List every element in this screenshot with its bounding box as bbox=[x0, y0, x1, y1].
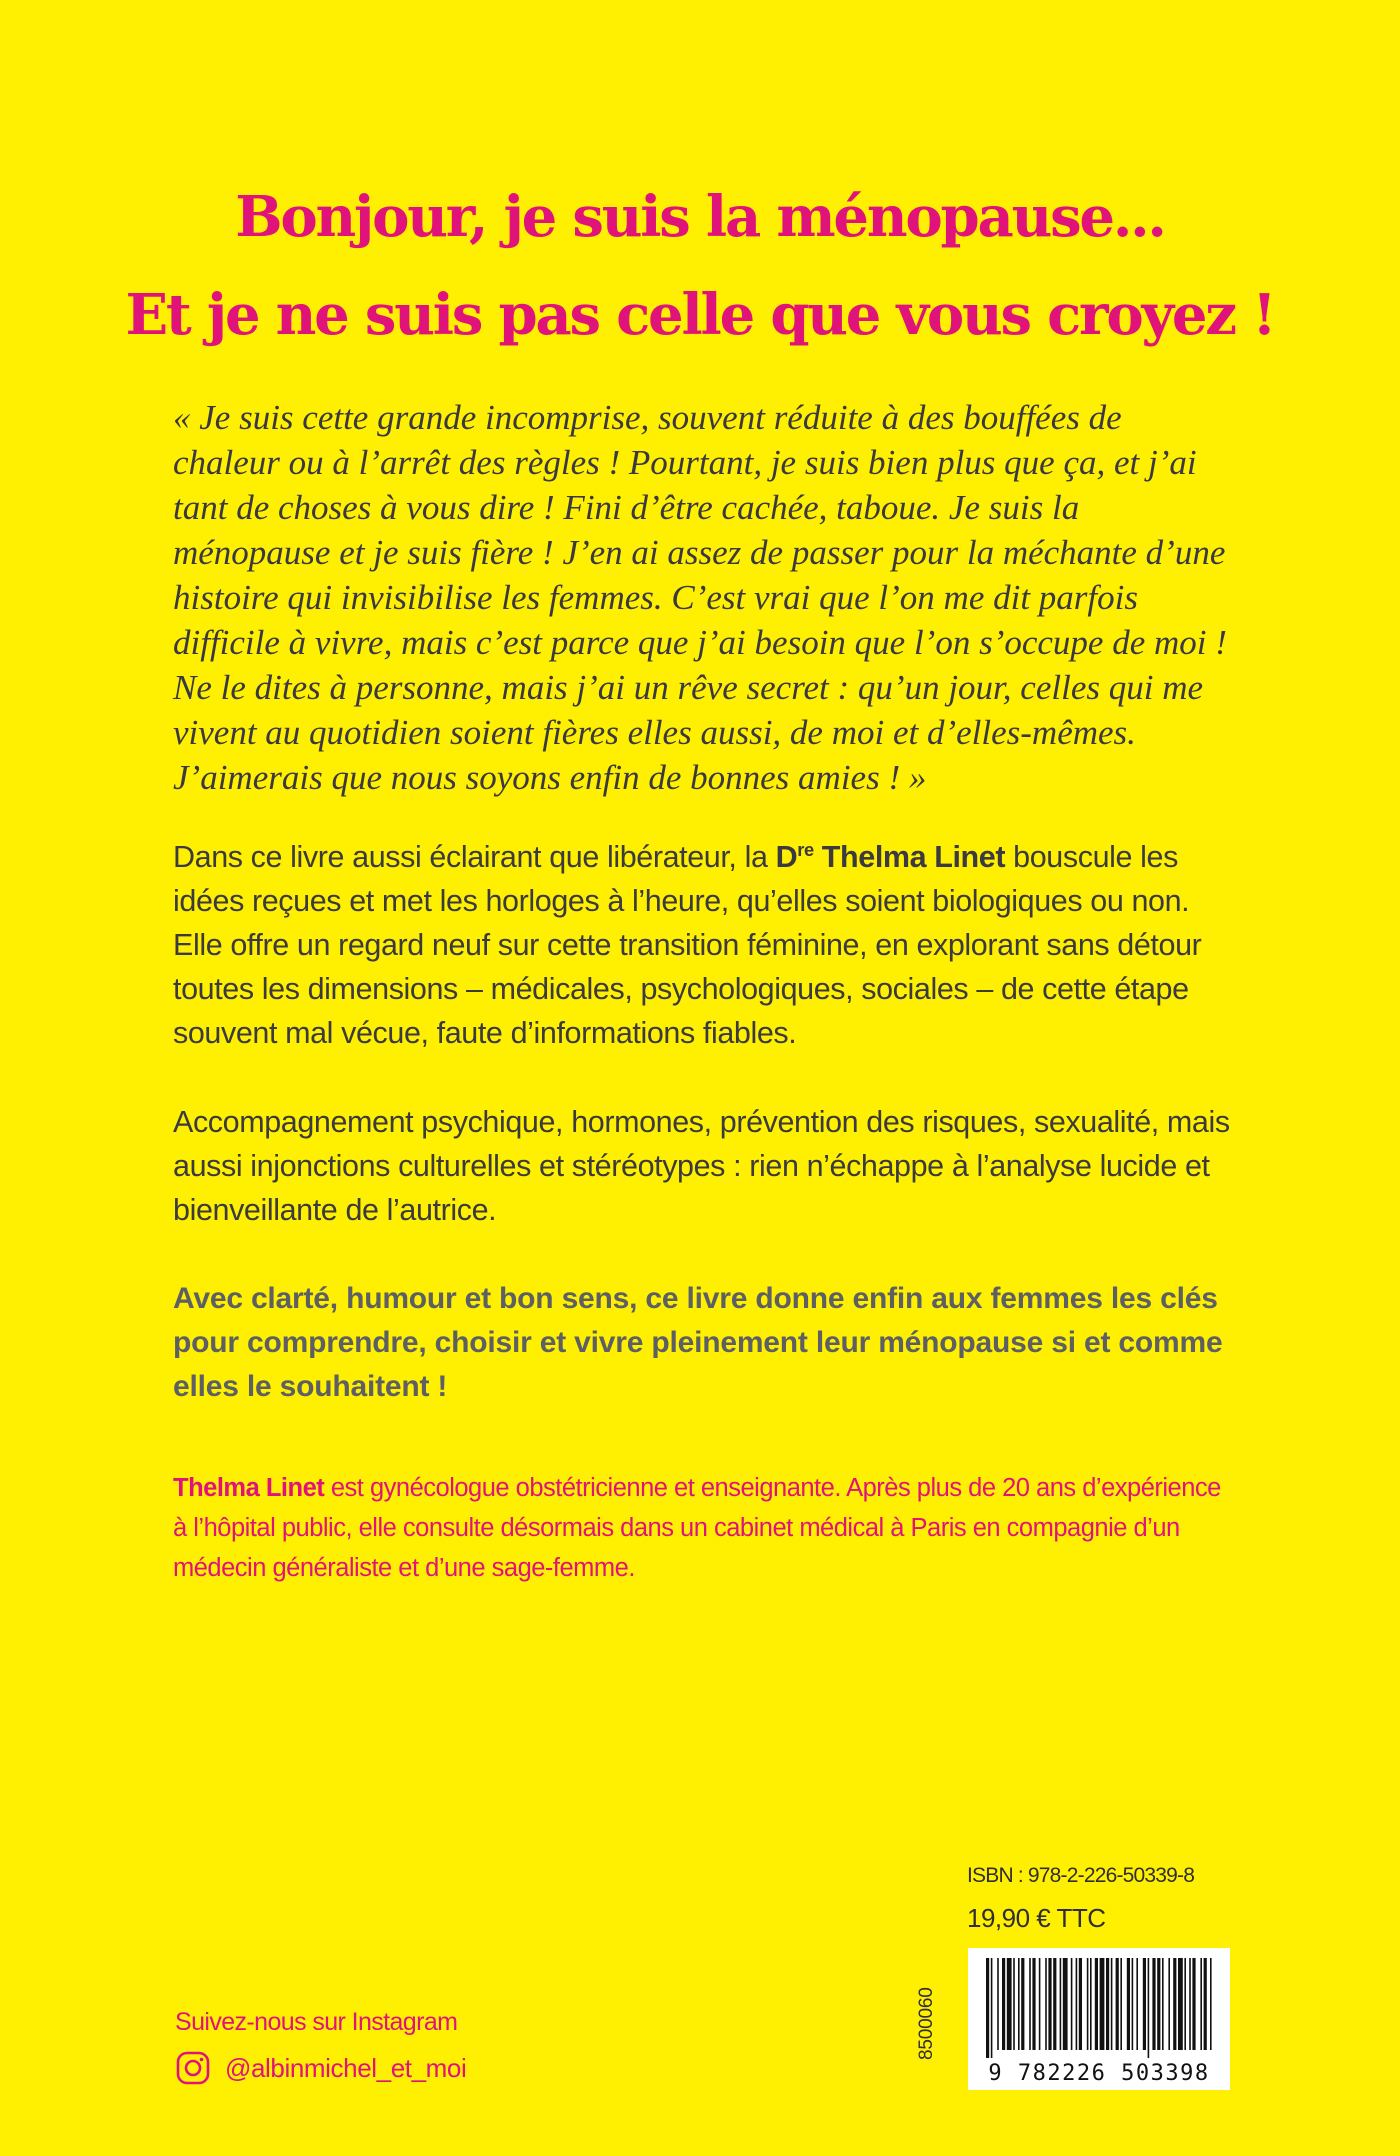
author-bio-text: est gynécologue obstétricienne et enseignante. Après plus de 20 ans d’expérience à l’hôpital public, elle consulte désormais dans un cabinet médical à Paris en compagnie d’un médecin généraliste et d’une sage-femme. bbox=[173, 1474, 1221, 1582]
barcode-bar bbox=[1079, 1958, 1082, 2050]
instagram-icon bbox=[175, 2050, 211, 2086]
description-paragraph-3: Avec clarté, humour et bon sens, ce livre donne enfin aux femmes les clés pour comprendre, choisir et vivre pleinement leur ménopause si et comme elles le souhaitent ! bbox=[173, 1282, 1223, 1403]
barcode-bar bbox=[1178, 1958, 1183, 2050]
barcode-bar bbox=[1200, 1958, 1202, 2050]
barcode-bar bbox=[1090, 1958, 1092, 2050]
barcode-bar bbox=[1095, 1958, 1098, 2050]
barcode-bar bbox=[991, 1958, 993, 2058]
barcode-bar bbox=[1048, 1958, 1051, 2050]
title-line-2: Et je ne suis pas celle que vous croyez ! bbox=[125, 282, 1275, 348]
barcode-bars bbox=[968, 1948, 1230, 2060]
barcode-bar bbox=[1032, 1958, 1035, 2050]
quote-paragraph: « Je suis cette grande incomprise, souvent réduite à des bouffées de chaleur ou à l’arrêt des règles ! Pourtant, je suis bien plus que ça, et j’ai tant de choses à vous dire ! Fini d’être cachée, taboue. Je suis la ménopause et je suis fière ! J’en ai assez de passer pour la méchante d’une histoire qui invisibilise les femmes. C’est vrai que l’on me dit parfois difficile à vivre, mais c’est parce que j’ai besoin que l’on s’occupe de moi ! Ne le dites à personne, mais j’ai un rêve secret : qu’un jour, celles qui me vivent au quotidien soient fières elles aussi, de moi et d’elles-mêmes. J’aimerais que nous soyons enfin de bonnes amies ! » bbox=[173, 398, 1227, 797]
barcode-bar bbox=[1007, 1958, 1012, 2050]
author-title-dr-superscript: re bbox=[797, 838, 814, 860]
barcode-bar bbox=[1157, 1958, 1160, 2050]
barcode-bar bbox=[1021, 1958, 1024, 2050]
barcode-bar bbox=[1060, 1958, 1062, 2050]
barcode-bar bbox=[1076, 1958, 1078, 2050]
author-bio-name: Thelma Linet bbox=[173, 1474, 325, 1502]
barcode-bar bbox=[1045, 1958, 1047, 2050]
barcode-bar bbox=[1204, 1958, 1207, 2050]
barcode-bar bbox=[1116, 1958, 1119, 2050]
barcode-bar bbox=[1087, 1958, 1089, 2050]
barcode-bar bbox=[1148, 1958, 1150, 2058]
author-name-bold: Thelma Linet bbox=[813, 840, 1006, 874]
barcode-bar bbox=[1127, 1958, 1130, 2050]
barcode-bar bbox=[1132, 1958, 1134, 2050]
barcode-bar bbox=[1063, 1958, 1068, 2050]
barcode-bar bbox=[1168, 1958, 1170, 2050]
barcode-bar bbox=[1100, 1958, 1105, 2050]
author-title-dr: D bbox=[775, 840, 798, 874]
barcode-bar bbox=[1184, 1958, 1186, 2050]
cover-title bbox=[100, 168, 1300, 364]
barcode-bar bbox=[997, 1958, 999, 2050]
barcode-bar bbox=[1210, 1958, 1212, 2050]
barcode-bar bbox=[1152, 1958, 1155, 2050]
title-line-1: Bonjour, je suis la ménopause... bbox=[235, 184, 1165, 250]
barcode-bar bbox=[1053, 1958, 1056, 2050]
barcode-bar bbox=[1013, 1958, 1015, 2050]
barcode-bar bbox=[1029, 1958, 1031, 2050]
description-paragraph-1 bbox=[173, 835, 1235, 1055]
barcode-bar bbox=[1192, 1958, 1195, 2050]
spine-code: 8500060 bbox=[916, 1987, 937, 2060]
barcode bbox=[968, 1948, 1230, 2090]
barcode-bar bbox=[1189, 1958, 1191, 2050]
barcode-bar bbox=[1039, 1958, 1041, 2050]
instagram-handle[interactable]: @albinmichel_et_moi bbox=[225, 2052, 467, 2083]
barcode-bar bbox=[1002, 1958, 1005, 2050]
author-bio bbox=[173, 1468, 1235, 1588]
barcode-bar bbox=[986, 1958, 989, 2058]
barcode-bar bbox=[1018, 1958, 1020, 2050]
barcode-bar bbox=[1111, 1958, 1113, 2050]
barcode-digits: 9 782226 503398 bbox=[988, 2061, 1210, 2086]
description-paragraph-2: Accompagnement psychique, hormones, prévention des risques, sexualité, mais aussi injonctions culturelles et stéréotypes : rien n’échappe à l’analyse lucide et bienveillante de l’autrice. bbox=[173, 1105, 1230, 1227]
barcode-bar bbox=[1120, 1958, 1122, 2050]
barcode-bar bbox=[1162, 1958, 1164, 2050]
barcode-bar bbox=[1136, 1958, 1138, 2050]
barcode-bar bbox=[1173, 1958, 1176, 2050]
barcode-bar bbox=[1106, 1958, 1109, 2050]
instagram-label: Suivez-nous sur Instagram bbox=[175, 2008, 458, 2036]
isbn: ISBN : 978-2-226-50339-8 bbox=[967, 1864, 1195, 1887]
barcode-bar bbox=[1071, 1958, 1073, 2050]
para1-text-before: Dans ce livre aussi éclairant que libérateur, la bbox=[173, 840, 776, 874]
barcode-bar bbox=[1143, 1958, 1146, 2050]
para1-text-after: bouscule les idées reçues et met les horloges à l’heure, qu’elles soient biologiques ou non. Elle offre un regard neuf sur cette transition féminine, en explorant sans détour toutes les dimensions – médicales, psychologiques, sociales – de cette étape souvent mal vécue, faute d’informations fiables. bbox=[173, 840, 1202, 1050]
price: 19,90 € TTC bbox=[967, 1903, 1106, 1933]
instagram-row bbox=[175, 2050, 466, 2086]
